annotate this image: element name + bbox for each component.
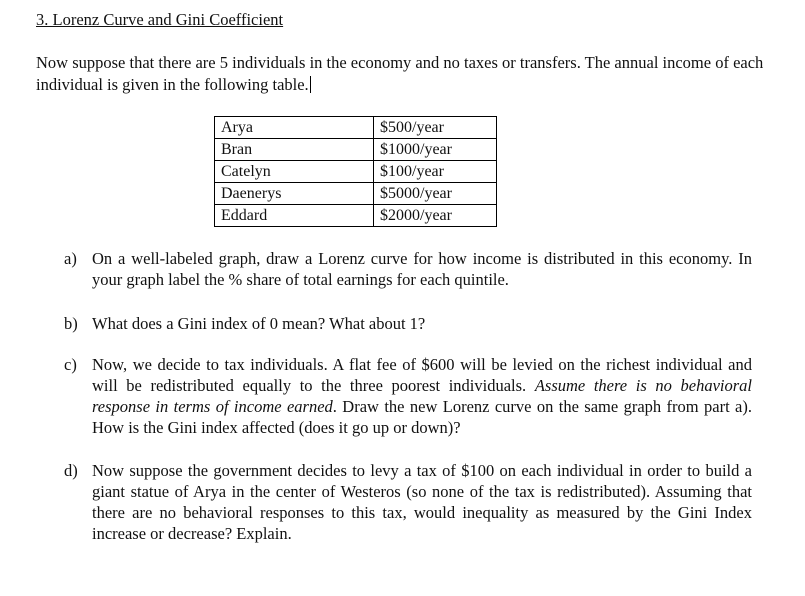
- name-cell: Catelyn: [215, 161, 374, 183]
- name-cell: Daenerys: [215, 183, 374, 205]
- income-cell: $1000/year: [374, 139, 497, 161]
- name-cell: Eddard: [215, 205, 374, 227]
- question-label: b): [64, 314, 78, 333]
- name-cell: Arya: [215, 117, 374, 139]
- table-row: [215, 183, 497, 205]
- question-text: What does a Gini index of 0 mean? What about 1?: [92, 314, 426, 333]
- question-text-part: . Draw the new Lorenz curve on the same graph from part a). How is the Gini index affected (does it go up or down)?: [92, 397, 752, 437]
- question-text: [92, 354, 752, 438]
- income-cell: $2000/year: [374, 205, 497, 227]
- intro-text: Now suppose that there are 5 individuals in the economy and no taxes or transfers. The annual income of each individual is given in the following table.: [36, 53, 764, 94]
- income-cell: $500/year: [374, 117, 497, 139]
- question-text: On a well-labeled graph, draw a Lorenz curve for how income is distributed in this economy. In your graph label the % share of total earnings for each quintile.: [92, 249, 752, 289]
- question-text-part: Now, we decide to tax individuals. A flat fee of $600 will be levied on the richest individual and will be redistributed equally to the three poorest individuals.: [92, 355, 752, 395]
- table-row: [215, 161, 497, 183]
- table-row: [215, 205, 497, 227]
- question-label: d): [64, 461, 78, 480]
- income-cell: $5000/year: [374, 183, 497, 205]
- question-text-italic: Assume there is no behavioral response in terms of income earned: [92, 376, 752, 416]
- income-cell: $100/year: [374, 161, 497, 183]
- question-label: a): [64, 249, 77, 268]
- name-cell: Bran: [215, 139, 374, 161]
- intro-paragraph[interactable]: [36, 52, 776, 96]
- income-table: [214, 116, 497, 227]
- question-label: c): [64, 355, 77, 374]
- text-cursor: [310, 76, 311, 93]
- table-row: [215, 117, 497, 139]
- section-title: 3. Lorenz Curve and Gini Coefficient: [36, 10, 284, 29]
- table-row: [215, 139, 497, 161]
- question-text: Now suppose the government decides to levy a tax of $100 on each individual in order to build a giant statue of Arya in the center of Westeros (so none of the tax is redistributed). Assuming that there are no behavioral responses to this tax, would inequality as measured by the Gini Index increase or decrease? Explain.: [92, 461, 752, 543]
